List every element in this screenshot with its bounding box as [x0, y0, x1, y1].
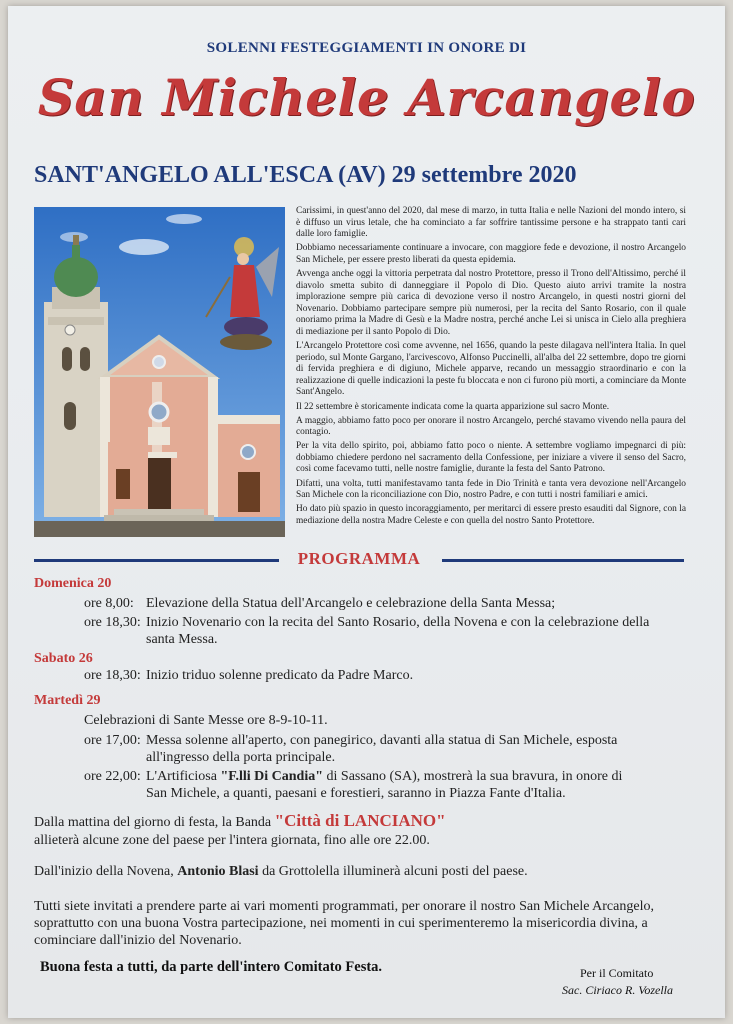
event-line: [84, 732, 617, 749]
lights-text: Dall'inizio della Novena,: [34, 864, 178, 879]
pastoral-letter: [296, 206, 686, 530]
event-text: Inizio triduo solenne predicato da Padre Marco.: [146, 668, 414, 683]
invitation-text: [34, 898, 690, 949]
church-illustration: [34, 207, 285, 537]
invitation-line: cominciare dall'inizio del Novenario.: [34, 933, 242, 948]
banda-note: [34, 812, 446, 831]
event-text: L'Artificiosa: [146, 769, 221, 784]
event-line: [84, 614, 649, 631]
letter-paragraph: Difatti, una volta, tutti manifestavamo tanta fede in Dio Trinità e tanta vera devozione nell'Arcangelo San Michele con la riconciliazione con Dio, nostro Padre, e con tutti i nostri familiari e amici.: [296, 478, 686, 501]
programma-title: PROGRAMMA: [297, 549, 421, 568]
event-text: Elevazione della Statua dell'Arcangelo e celebrazione della Santa Messa;: [146, 596, 556, 611]
event-text: Inizio Novenario con la recita del Santo Rosario, della Novena e con la celebrazione della: [146, 615, 650, 630]
event-text-cont: santa Messa.: [146, 632, 218, 647]
event-time: ore 18,30:: [84, 615, 141, 630]
day-heading: Sabato 26: [34, 651, 93, 666]
event-text-cont: San Michele, a quanti, paesani e forestieri, saranno in Piazza Fante d'Italia.: [146, 786, 566, 801]
invitation-line: Tutti siete invitati a prendere parte ai vari momenti programmati, per onorare il nostro San Michele Arcangelo,: [34, 899, 654, 914]
letter-paragraph: Carissimi, in quest'anno del 2020, dal mese di marzo, in tutta Italia e nelle Nazioni del mondo intero, si è diffuso un virus letale, che ha cominciato a far soffrire tantissime persone e ha strappato tanti cari dalle loro famiglie.: [296, 206, 686, 240]
event-line: [84, 768, 622, 785]
event-text-cont: all'ingresso della porta principale.: [146, 750, 336, 765]
event-intro: Celebrazioni di Sante Messe ore 8-9-10-11.: [84, 713, 328, 728]
letter-paragraph: Dobbiamo necessariamente continuare a invocare, con maggiore fede e devozione, il nostro Arcangelo San Michele, per essere presto liberati da questa epidemia.: [296, 243, 686, 265]
event-text: Messa solenne all'aperto, con panegirico, davanti alla statua di San Michele, esposta: [146, 733, 618, 748]
event-text: di Sassano (SA), mostrerà la sua bravura, in onore di: [323, 769, 623, 784]
lights-note: [34, 863, 528, 880]
programma-divider: [34, 549, 684, 573]
letter-paragraph: Per la vita dello spirito, poi, abbiamo fatto poco o niente. A settembre vogliamo impegnarci di più: dobbiamo chiedere perdono nel sacramento della Confessione, per iniziare a vivere il senso del Sacro, così come facevamo tutti, nelle nostre famiglie, durante la festa del Santo Patrono.: [296, 441, 686, 475]
event-line: [84, 595, 555, 612]
event-time: ore 22,00:: [84, 769, 141, 784]
banda-name: "Città di LANCIANO": [274, 811, 446, 830]
pre-title: SOLENNI FESTEGGIAMENTI IN ONORE DI: [206, 40, 527, 56]
fireworks-company: "F.lli Di Candia": [220, 769, 324, 784]
church-photo: [34, 207, 285, 537]
closing-greeting: Buona festa a tutti, da parte dell'intero Comitato Festa.: [40, 959, 383, 975]
letter-paragraph: A maggio, abbiamo fatto poco per onorare il nostro Arcangelo, perché stavamo vivendo nella paura del contagio.: [296, 415, 686, 438]
day-heading: Domenica 20: [34, 576, 112, 591]
letter-paragraph: Avvenga anche oggi la vittoria perpetrata dal nostro Protettore, presso il Trono dell'Altissimo, perché il diavolo smetta subito di danneggiare il Popolo di Dio. Questo aiuto arrivi tramite la nostra implorazione sempre più carica di devozione verso il nostro Arcangelo, in questi nostri giorni del Novenario. Dobbiamo partecipare sempre più numerosi, per la recita del Santo Rosario, con il quale onoriamo prima la Madre di Gesù e la Madre nostra, perché anche Lei si unisca in Cielo alla preghiera di mediazione per il santo Popolo di Dio.: [296, 268, 686, 337]
banda-text: Dalla mattina del giorno di festa, la Banda: [34, 815, 275, 830]
signature-name: Sac. Ciriaco R. Vozella: [562, 983, 673, 997]
subtitle: SANT'ANGELO ALL'ESCA (AV) 29 settembre 2020: [34, 162, 577, 188]
divider-line-right: [442, 559, 684, 562]
signature-label: Per il Comitato: [580, 966, 654, 980]
event-line: [84, 667, 413, 684]
letter-paragraph: Ho dato più spazio in questo incoraggiamento, per meritarci di essere presto esauditi dal Signore, con la mediazione della nostra Madre Celeste e con quella del nostro Santo Protettore.: [296, 504, 686, 526]
lights-text: da Grottolella illuminerà alcuni posti del paese.: [258, 864, 528, 879]
letter-paragraph: L'Arcangelo Protettore così come avvenne, nel 1656, quando la peste dilagava nell'intera Italia. In quel periodo, sul Monte Gargano, l'arcivescovo, Alfonso Puccinelli, all'alba del 22 settembre, dopo tre giorni di fervida preghiera e di digiuno, Michele apparve, recando un messaggio straordinario e con la realizzazione di quelle indicazioni la peste fu bloccata e non ci furono più morti, a cominciare da Monte Sant'Angelo.: [296, 341, 686, 398]
banda-note-cont: allieterà alcune zone del paese per l'intera giornata, fino alle ore 22.00.: [34, 833, 430, 848]
main-title: San Michele Arcangelo: [37, 68, 696, 127]
event-time: ore 18,30:: [84, 668, 141, 683]
invitation-line: soprattutto con una buona Vostra partecipazione, nei momenti in cui sperimenteremo la misericordia divina, a: [34, 916, 648, 931]
letter-paragraph: Il 22 settembre è storicamente indicata come la quarta apparizione sul sacro Monte.: [296, 401, 610, 412]
day-heading: Martedì 29: [34, 693, 101, 708]
event-time: ore 8,00:: [84, 596, 134, 611]
event-time: ore 17,00:: [84, 733, 141, 748]
lights-name: Antonio Blasi: [177, 864, 259, 879]
